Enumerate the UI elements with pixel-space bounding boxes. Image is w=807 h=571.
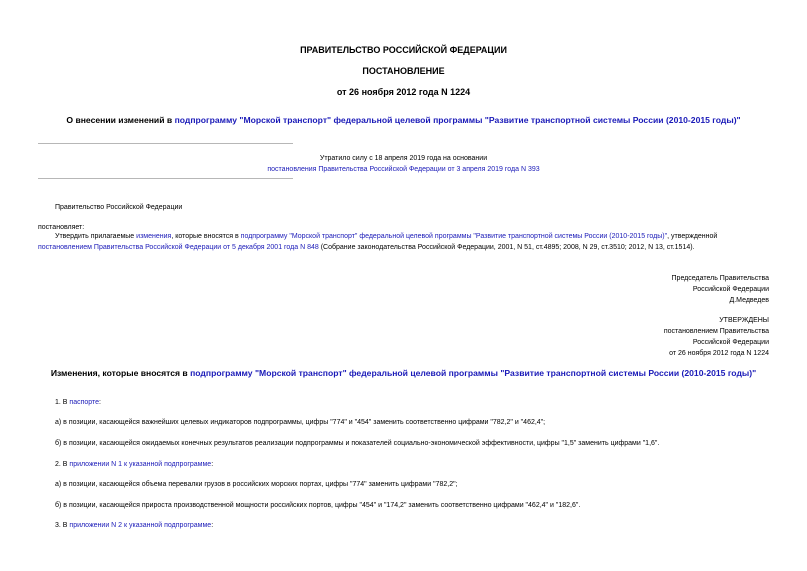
appendix-1-link[interactable]: приложении N 1 к указанной подпрограмме [69, 461, 212, 468]
item-1 [55, 398, 101, 407]
resolution-paragraph-line2 [38, 243, 695, 252]
subprogram-link-body[interactable]: подпрограмму "Морской транспорт" федеральной целевой программы "Развитие транспортной системы России (2010-2015 годы)" [240, 233, 668, 240]
item-2-suffix: : [211, 461, 214, 468]
approved-by: постановлением Правительства [663, 328, 769, 335]
item-2a: а) в позиции, касающейся объема перевалки грузов в российских морских портах, цифры "774" заменить цифрами "782,2"; [55, 481, 458, 488]
document-date-number: от 26 ноября 2012 года N 1224 [336, 87, 471, 97]
repeal-decree-link[interactable]: постановления Правительства Российской Федерации от 3 апреля 2019 года N 393 [267, 166, 540, 173]
item-2 [55, 460, 213, 469]
item-1-suffix: : [99, 399, 101, 406]
changes-link[interactable]: изменения [136, 233, 172, 240]
government-heading: ПРАВИТЕЛЬСТВО РОССИЙСКОЙ ФЕДЕРАЦИИ [300, 45, 507, 55]
changes-title [0, 368, 807, 378]
approved-label: УТВЕРЖДЕНЫ [719, 317, 769, 324]
approved-org: Российской Федерации [692, 339, 769, 346]
passport-link[interactable]: паспорте [69, 399, 100, 406]
repeal-notice-text: Утратило силу с 18 апреля 2019 года на основании [319, 155, 488, 162]
item-2-prefix: 2. В [55, 461, 70, 468]
document-title-prefix: О внесении изменений в [66, 115, 175, 125]
resolves-line: постановляет: [38, 224, 85, 231]
author-line: Правительство Российской Федерации [55, 204, 183, 211]
resolution-paragraph-line1 [55, 232, 768, 241]
signature-title: Председатель Правительства [671, 275, 769, 282]
changes-subprogram-link[interactable]: подпрограмму "Морской транспорт" федеральной целевой программы "Развитие транспортной системы России (2010-2015 годы)" [190, 368, 757, 378]
resolution-text-b: , которые вносятся в [171, 233, 241, 240]
repeal-notice-line2 [0, 165, 807, 174]
signature-org: Российской Федерации [692, 286, 769, 293]
item-2b: б) в позиции, касающейся прироста производственной мощности российских портов, цифры "454" и "174,2" заменить соответственно цифрами "462,4" и "182,6". [55, 502, 581, 509]
document-type: ПОСТАНОВЛЕНИЕ [362, 66, 445, 76]
item-1-prefix: 1. В [55, 399, 70, 406]
resolution-text-d: (Собрание законодательства Российской Федерации, 2001, N 51, ст.4895; 2008, N 29, ст.3510; 2012, N 13, ст.1514). [318, 244, 695, 251]
item-1a: а) в позиции, касающейся важнейших целевых индикаторов подпрограммы, цифры "774" и "454" заменить соответственно цифрами "782,2" и "462,4"; [55, 419, 546, 426]
changes-title-prefix: Изменения, которые вносятся в [50, 368, 191, 378]
item-1b: б) в позиции, касающейся ожидаемых конечных результатов реализации подпрограммы и показателей социально-экономической эффективности, цифры "1,5" заменить цифрами "1,6". [55, 440, 660, 447]
resolution-text-c: , утвержденной [667, 233, 718, 240]
item-3-prefix: 3. В [55, 522, 70, 529]
signature-name: Д.Медведев [729, 297, 769, 304]
item-3 [55, 521, 213, 530]
subprogram-link[interactable]: подпрограмму "Морской транспорт" федеральной целевой программы "Развитие транспортной системы России (2010-2015 годы)" [174, 115, 741, 125]
resolution-text-a: Утвердить прилагаемые [55, 233, 137, 240]
document-title [0, 115, 807, 125]
approved-date: от 26 ноября 2012 года N 1224 [669, 350, 769, 357]
divider-bottom [38, 178, 293, 179]
appendix-2-link[interactable]: приложении N 2 к указанной подпрограмме [69, 522, 212, 529]
divider-top [38, 143, 293, 144]
item-3-suffix: : [211, 522, 214, 529]
decree-848-link[interactable]: постановлением Правительства Российской Федерации от 5 декабря 2001 года N 848 [38, 244, 319, 251]
